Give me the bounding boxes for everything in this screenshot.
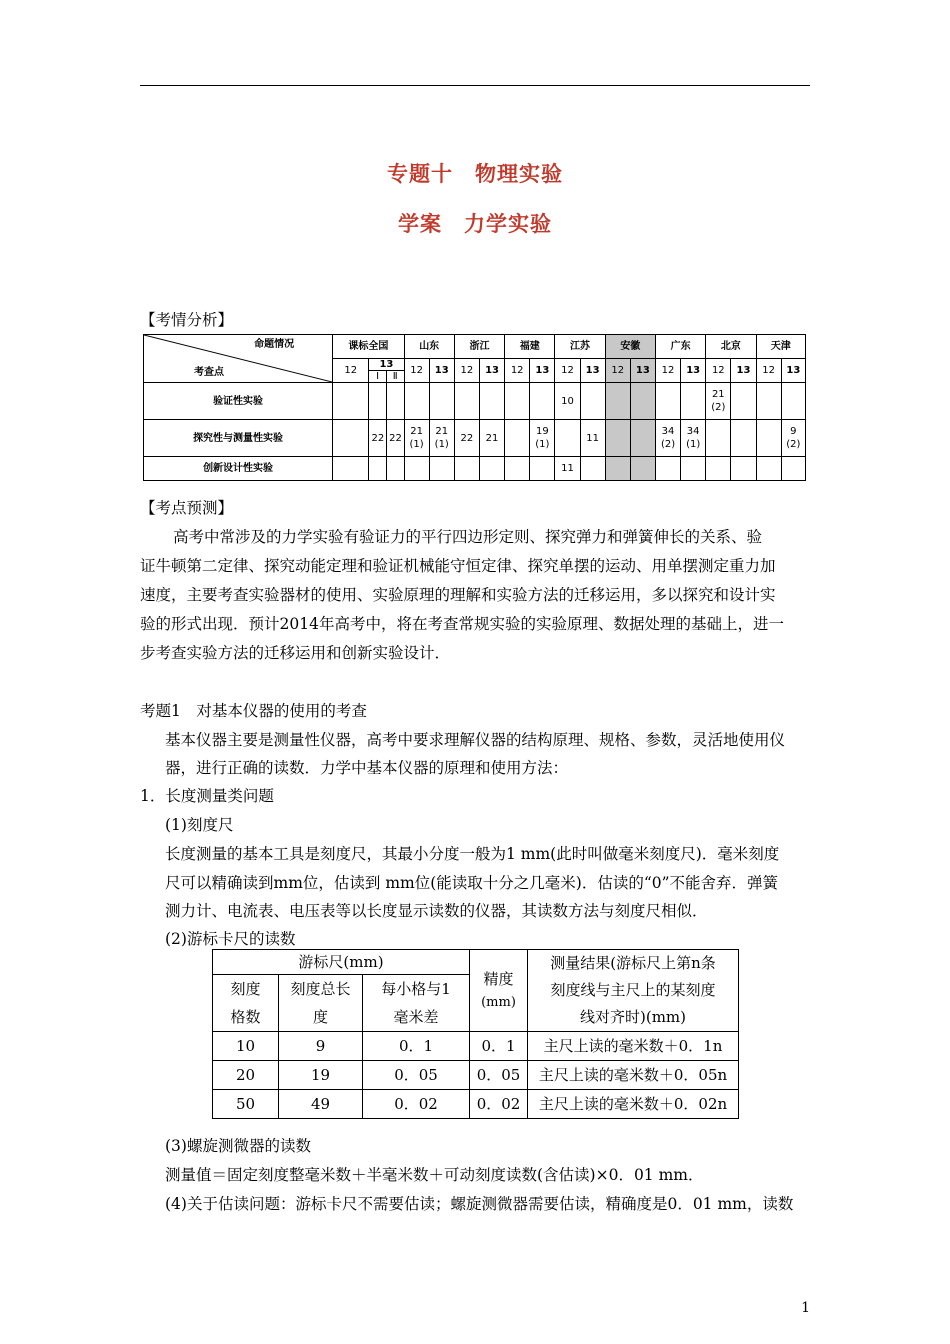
region-header: 安徽 [605,335,655,359]
cell-value: 9 (2) [781,420,805,457]
row-label: 创新设计性实验 [144,457,333,481]
region-header: 浙江 [454,335,504,359]
length-header: 刻度总长 度 [279,975,363,1032]
table-cell: 0．05 [470,1061,528,1090]
year-cell: 12 [756,359,781,383]
year-cell: 13 [681,359,706,383]
item1-heading: 1．长度测量类问题 [140,787,274,805]
cell-value: 21 (1) [404,420,429,457]
year-cell: 13 [580,359,605,383]
cell-value: 11 [580,420,605,457]
result-header: 测量结果(游标尺上第n条 刻度线与主尺上的某刻度 线对齐时)(mm) [528,950,739,1032]
year-cell: 13 [429,359,454,383]
year-cell: 12 [706,359,731,383]
region-header: 山东 [404,335,454,359]
year-cell: 12 [404,359,429,383]
year-13-split-cell [369,359,404,383]
table-cell: 主尺上读的毫米数＋0．05n [528,1061,739,1090]
year-cell: 12 [655,359,680,383]
region-header: 广东 [655,335,705,359]
region-header: 江苏 [555,335,605,359]
table-cell: 20 [213,1061,279,1090]
cell-value: 22 [387,420,404,457]
cell-value: 11 [555,457,580,481]
cell-value: 34 (2) [655,420,680,457]
cell-value: 21 (2) [706,383,731,420]
corner-top-label: 命题情况 [254,339,295,350]
table-cell: 0．02 [470,1090,528,1119]
divisions-header: 刻度 格数 [213,975,279,1032]
row-label: 验证性实验 [144,383,333,420]
analysis-heading: 【考情分析】 [140,311,234,329]
table-cell: 9 [279,1032,363,1061]
prediction-paragraph: 高考中常涉及的力学实验有验证力的平行四边形定则、探究弹力和弹簧伸长的关系、验 证牛顿第二定律、探究动能定理和验证机械能守恒定律、探究单摆的运动、用单摆测定重力加 速度，主要考查实验器材的使用、实验原理的理解和实验方法的迁移运用，多以探究和设计实 验的形式出现．预计2014年高考中，将在考查常规实验的实验原理、数据处理的基础上，进一 步考查实验方法的迁移运用和创新实验设计． [140,528,784,662]
page-subtitle: 学案 力学实验 [398,212,552,236]
topic1-intro-line2: 器，进行正确的读数．力学中基本仪器的原理和使用方法： [165,759,569,777]
year-cell: 12 [555,359,580,383]
sub3-heading: (3)螺旋测微器的读数 [165,1137,311,1155]
cell-value: 21 (1) [429,420,454,457]
region-header: 课标全国 [333,335,404,359]
sub1-line1: 长度测量的基本工具是刻度尺，其最小分度一般为1 mm(此时叫做毫米刻度尺)．毫米刻度 [165,845,780,863]
vernier-group-header: 游标尺(mm) [213,950,470,975]
vernier-caliper-table [212,949,739,1119]
roman-2: Ⅱ [392,371,398,382]
year-cell: 12 [454,359,479,383]
year-cell: 13 [530,359,555,383]
year-cell: 12 [505,359,530,383]
header-rule [140,85,810,86]
diff-header: 每小格与1 毫米差 [363,975,470,1032]
table-cell: 0．05 [363,1061,470,1090]
cell-value: 19 (1) [530,420,555,457]
topic1-title: 考题1 对基本仪器的使用的考查 [140,702,367,720]
cell-value: 21 [479,420,504,457]
roman-1: Ⅰ [369,371,387,382]
sub4-line: (4)关于估读问题：游标卡尺不需要估读；螺旋测微器需要估读，精确度是0．01 mm，读数 [165,1195,794,1213]
table-cell: 50 [213,1090,279,1119]
page-number: 1 [801,1300,810,1316]
precision-header: 精度 (mm) [470,950,528,1032]
year-cell: 13 [630,359,655,383]
page-title: 专题十 物理实验 [387,162,563,186]
year-cell: 12 [333,359,369,383]
table-cell: 49 [279,1090,363,1119]
table-corner-cell [144,335,333,383]
year-cell: 13 [781,359,805,383]
cell-value: 10 [555,383,580,420]
sub1-line2: 尺可以精确读到mm位，估读到 mm位(能读取十分之几毫米)．估读的“0”不能舍弃．弹簧 [165,874,779,892]
cell-value: 34 (1) [681,420,706,457]
year-cell: 12 [605,359,630,383]
cell-value: 22 [369,420,387,457]
table-cell: 0．1 [363,1032,470,1061]
table-cell: 主尺上读的毫米数＋0．1n [528,1032,739,1061]
topic1-intro-line1: 基本仪器主要是测量性仪器，高考中要求理解仪器的结构原理、规格、参数，灵活地使用仪 [165,731,786,749]
corner-bottom-label: 考查点 [194,367,224,378]
table-cell: 0．02 [363,1090,470,1119]
sub1-heading: (1)刻度尺 [165,816,234,834]
region-header: 福建 [505,335,555,359]
region-header: 天津 [756,335,805,359]
table-cell: 19 [279,1061,363,1090]
year-cell: 13 [479,359,504,383]
year-cell: 13 [369,359,403,371]
prediction-heading: 【考点预测】 [140,499,234,517]
sub1-line3: 测力计、电流表、电压表等以长度显示读数的仪器，其读数方法与刻度尺相似． [165,902,708,920]
sub3-line: 测量值＝固定刻度整毫米数＋半毫米数＋可动刻度读数(含估读)×0．01 mm． [165,1166,704,1184]
sub2-heading: (2)游标卡尺的读数 [165,930,296,948]
region-header: 北京 [706,335,756,359]
table-cell: 主尺上读的毫米数＋0．02n [528,1090,739,1119]
row-label: 探究性与测量性实验 [144,420,333,457]
cell-value: 22 [454,420,479,457]
table-cell: 0．1 [470,1032,528,1061]
table-cell: 10 [213,1032,279,1061]
year-cell: 13 [731,359,756,383]
exam-analysis-table [143,334,806,481]
